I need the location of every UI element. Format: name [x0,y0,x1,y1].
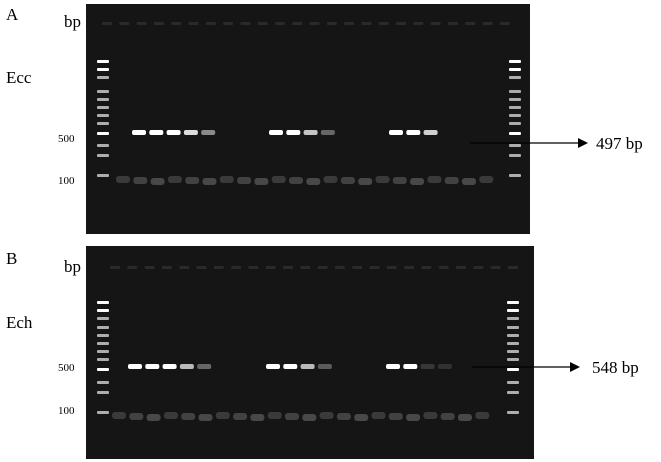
ladder-band [97,381,109,384]
primer-dimer-smear [133,177,147,184]
ladder-band [507,381,519,384]
primer-dimer-smear [423,412,437,419]
panel-a-arrow [470,135,590,151]
panel-b-product-size: 548 bp [592,358,639,377]
pcr-band [269,130,283,135]
pcr-band [406,130,420,135]
ladder-band [97,114,109,117]
well [465,22,475,25]
primer-dimer-smear [250,414,264,421]
ladder-band [507,350,519,353]
primer-dimer-smear [358,178,372,185]
well [206,22,216,25]
well [171,22,181,25]
primer-dimer-smear [393,177,407,184]
pcr-band [318,364,332,369]
primer-dimer-smear [199,414,213,421]
pcr-band [424,130,438,135]
primer-dimer-smear [203,178,217,185]
pcr-band [180,364,194,369]
primer-dimer-smear [427,176,441,183]
primer-dimer-smear [272,176,286,183]
well [102,22,112,25]
primer-dimer-smear [289,177,303,184]
pcr-band [438,364,452,369]
well [189,22,199,25]
well [162,266,172,269]
primer-dimer-smear [389,413,403,420]
pcr-band [132,130,146,135]
primer-dimer-smear [337,413,351,420]
ladder-band [507,301,519,304]
well [491,266,501,269]
well [318,266,328,269]
well [292,22,302,25]
pcr-band [304,130,318,135]
pcr-band [163,364,177,369]
primer-dimer-smear [216,412,230,419]
ladder-band [509,90,521,93]
well [266,266,276,269]
panel-a-gel-image [86,4,530,234]
well [214,266,224,269]
ladder-band [507,391,519,394]
pcr-band [283,364,297,369]
well [456,266,466,269]
primer-dimer-smear [254,178,268,185]
primer-dimer-smear [129,413,143,420]
well [197,266,207,269]
ladder-band [509,98,521,101]
ladder-band [97,90,109,93]
ladder-band [97,301,109,304]
pcr-band [386,364,400,369]
well [370,266,380,269]
pcr-band [389,130,403,135]
ladder-band [97,309,109,312]
ladder-band [97,68,109,71]
primer-dimer-smear [458,414,472,421]
well [300,266,310,269]
primer-dimer-smear [324,176,338,183]
ladder-band [97,350,109,353]
primer-dimer-smear [285,413,299,420]
panel-b-target-label: Ech [6,313,33,332]
panel-a-target-label: Ecc [6,68,32,87]
well [119,22,129,25]
primer-dimer-smear [116,176,130,183]
pcr-band [145,364,159,369]
ladder-band [507,309,519,312]
primer-dimer-smear [406,414,420,421]
well [362,22,372,25]
primer-dimer-smear [306,178,320,185]
well [283,266,293,269]
pcr-band [128,364,142,369]
well [127,266,137,269]
ladder-band [97,106,109,109]
pcr-band [301,364,315,369]
pcr-band [286,130,300,135]
well [352,266,362,269]
well [327,22,337,25]
ladder-band [97,174,109,177]
ladder-band [97,60,109,63]
well [421,266,431,269]
panel-a-letter: A [6,5,19,24]
primer-dimer-smear [151,178,165,185]
well [483,22,493,25]
primer-dimer-smear [475,412,489,419]
primer-dimer-smear [372,412,386,419]
well [154,22,164,25]
ladder-band [507,317,519,320]
ladder-band [509,76,521,79]
primer-dimer-smear [445,177,459,184]
ladder-band [509,106,521,109]
primer-dimer-smear [302,414,316,421]
primer-dimer-smear [220,176,234,183]
ladder-band [97,334,109,337]
ladder-band [97,98,109,101]
ladder-band [97,154,109,157]
primer-dimer-smear [354,414,368,421]
panel-b-letter: B [6,249,18,268]
panel-b-marker-100: 100 [58,405,75,417]
primer-dimer-smear [112,412,126,419]
primer-dimer-smear [237,177,251,184]
pcr-band [201,130,215,135]
ladder-band [507,326,519,329]
panel-b-gel-image [86,246,534,459]
well [179,266,189,269]
well [310,22,320,25]
ladder-band [97,391,109,394]
panel-a-product-size: 497 bp [596,134,643,153]
well [473,266,483,269]
well [344,22,354,25]
ladder-band [97,317,109,320]
ladder-band [97,144,109,147]
pcr-band [321,130,335,135]
well [404,266,414,269]
ladder-band [97,132,109,135]
panel-a-bp-header: bp [64,12,81,31]
primer-dimer-smear [181,413,195,420]
well [500,22,510,25]
pcr-band [403,364,417,369]
panel-b-arrow [472,359,582,375]
ladder-band [97,122,109,125]
ladder-band [507,334,519,337]
ladder-band [97,358,109,361]
ladder-band [509,114,521,117]
well [396,22,406,25]
well [110,266,120,269]
well [258,22,268,25]
ladder-band [507,342,519,345]
pcr-band [149,130,163,135]
well [240,22,250,25]
well [508,266,518,269]
primer-dimer-smear [233,413,247,420]
pcr-band [421,364,435,369]
ladder-band [509,60,521,63]
well [145,266,155,269]
ladder-band [97,342,109,345]
well [413,22,423,25]
primer-dimer-smear [441,413,455,420]
ladder-band [507,411,519,414]
primer-dimer-smear [168,176,182,183]
well [387,266,397,269]
pcr-band [266,364,280,369]
panel-b-bp-header: bp [64,257,81,276]
primer-dimer-smear [320,412,334,419]
well [448,22,458,25]
well [431,22,441,25]
well [231,266,241,269]
ladder-band [509,68,521,71]
primer-dimer-smear [462,178,476,185]
ladder-band [509,174,521,177]
well [275,22,285,25]
primer-dimer-smear [479,176,493,183]
well [335,266,345,269]
primer-dimer-smear [185,177,199,184]
well [439,266,449,269]
well [248,266,258,269]
pcr-band [197,364,211,369]
well [137,22,147,25]
well [379,22,389,25]
pcr-band [184,130,198,135]
ladder-band [97,326,109,329]
pcr-band [167,130,181,135]
ladder-band [97,76,109,79]
panel-a-marker-500: 500 [58,133,75,145]
panel-b-marker-500: 500 [58,362,75,374]
ladder-band [97,411,109,414]
well [223,22,233,25]
primer-dimer-smear [164,412,178,419]
ladder-band [509,154,521,157]
primer-dimer-smear [268,412,282,419]
primer-dimer-smear [376,176,390,183]
primer-dimer-smear [147,414,161,421]
primer-dimer-smear [341,177,355,184]
primer-dimer-smear [410,178,424,185]
ladder-band [509,122,521,125]
ladder-band [97,368,109,371]
panel-a-marker-100: 100 [58,175,75,187]
